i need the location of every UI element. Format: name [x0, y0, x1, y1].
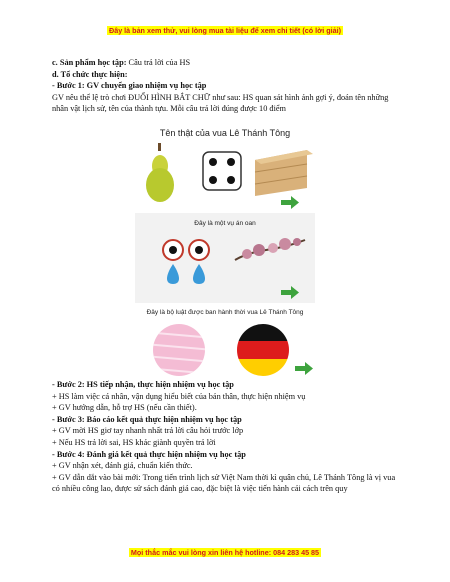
dice-icon — [203, 152, 241, 190]
step1-text: GV nêu thể lệ trò chơi ĐUỔI HÌNH BẮT CHỮ như sau: HS quan sát hình ảnh gợi ý, đoán tên những nhân vật lịch sử, tên của thành tựu. Mỗi câu trả lời đúng được 10 điểm — [52, 92, 389, 114]
step2-line1: + HS làm việc cá nhân, vận dụng hiểu biết của bản thân, thực hiện nhiệm vụ — [52, 391, 306, 401]
next-arrow-icon — [295, 362, 313, 375]
wall-icon — [255, 150, 313, 196]
next-arrow-icon — [281, 286, 299, 299]
puzzle1-images — [135, 140, 315, 210]
step4-line1: + GV nhận xét, đánh giá, chuẩn kiến thức. — [52, 461, 193, 471]
step3-line1: + GV mời HS giơ tay nhanh nhất trả lời câu hỏi trước lớp — [52, 426, 244, 436]
puzzle2-images — [135, 230, 315, 302]
silk-icon — [145, 324, 213, 376]
steps-section — [52, 379, 399, 495]
product-line: c. Sản phẩm học tập: Câu trả lời của HS — [52, 58, 191, 67]
puzzle2-title: Đây là một vụ án oan — [194, 220, 256, 227]
puzzle3-images — [135, 318, 315, 380]
puzzle1-title: Tên thật của vua Lê Thánh Tông — [159, 128, 291, 138]
step3-line2: + Nếu HS trả lời sai, HS khác giành quyền trả lời — [52, 437, 216, 447]
organize-heading: d. Tổ chức thực hiện: — [52, 69, 128, 79]
step2-line2: + GV hướng dẫn, hỗ trợ HS (nếu cần thiết). — [52, 403, 197, 413]
hotline-banner: Mọi thắc mắc vui lòng xin liên hệ hotline: 084 283 45 85 — [130, 548, 320, 557]
germany-flag-icon — [235, 322, 291, 378]
water-drop-icon — [167, 264, 205, 284]
step2-heading: - Bước 2: HS tiếp nhận, thực hiện nhiệm vụ học tập — [52, 380, 234, 389]
step4-heading: - Bước 4: Đánh giá kết quả thực hiện nhiệm vụ học tập — [52, 449, 246, 459]
pear-icon — [146, 143, 174, 202]
preview-banner: Đây là bản xem thử, vui lòng mua tài liệu để xem chi tiết (có lời giải) — [109, 26, 341, 35]
clock-icon — [163, 240, 209, 260]
step4-line2: + GV dẫn dắt vào bài mới: Trong tiến trình lịch sử Việt Nam thời kì quân chủ, Lê Thánh Tông là vị vua có nhiều công lao, được sử sách đánh giá cao, đặc biệt là việc tiến hành cải cách trên quy — [52, 472, 396, 494]
intro-section — [52, 57, 399, 115]
puzzle3-title: Đây là bộ luật được ban hành thời vua Lê Thánh Tông — [146, 309, 304, 316]
flower-branch-icon — [235, 238, 305, 260]
step1-heading: - Bước 1: GV chuyển giao nhiệm vụ học tập — [52, 81, 207, 91]
step3-heading: - Bước 3: Báo cáo kết quả thực hiện nhiệm vụ học tập — [52, 414, 242, 424]
next-arrow-icon — [281, 196, 299, 209]
